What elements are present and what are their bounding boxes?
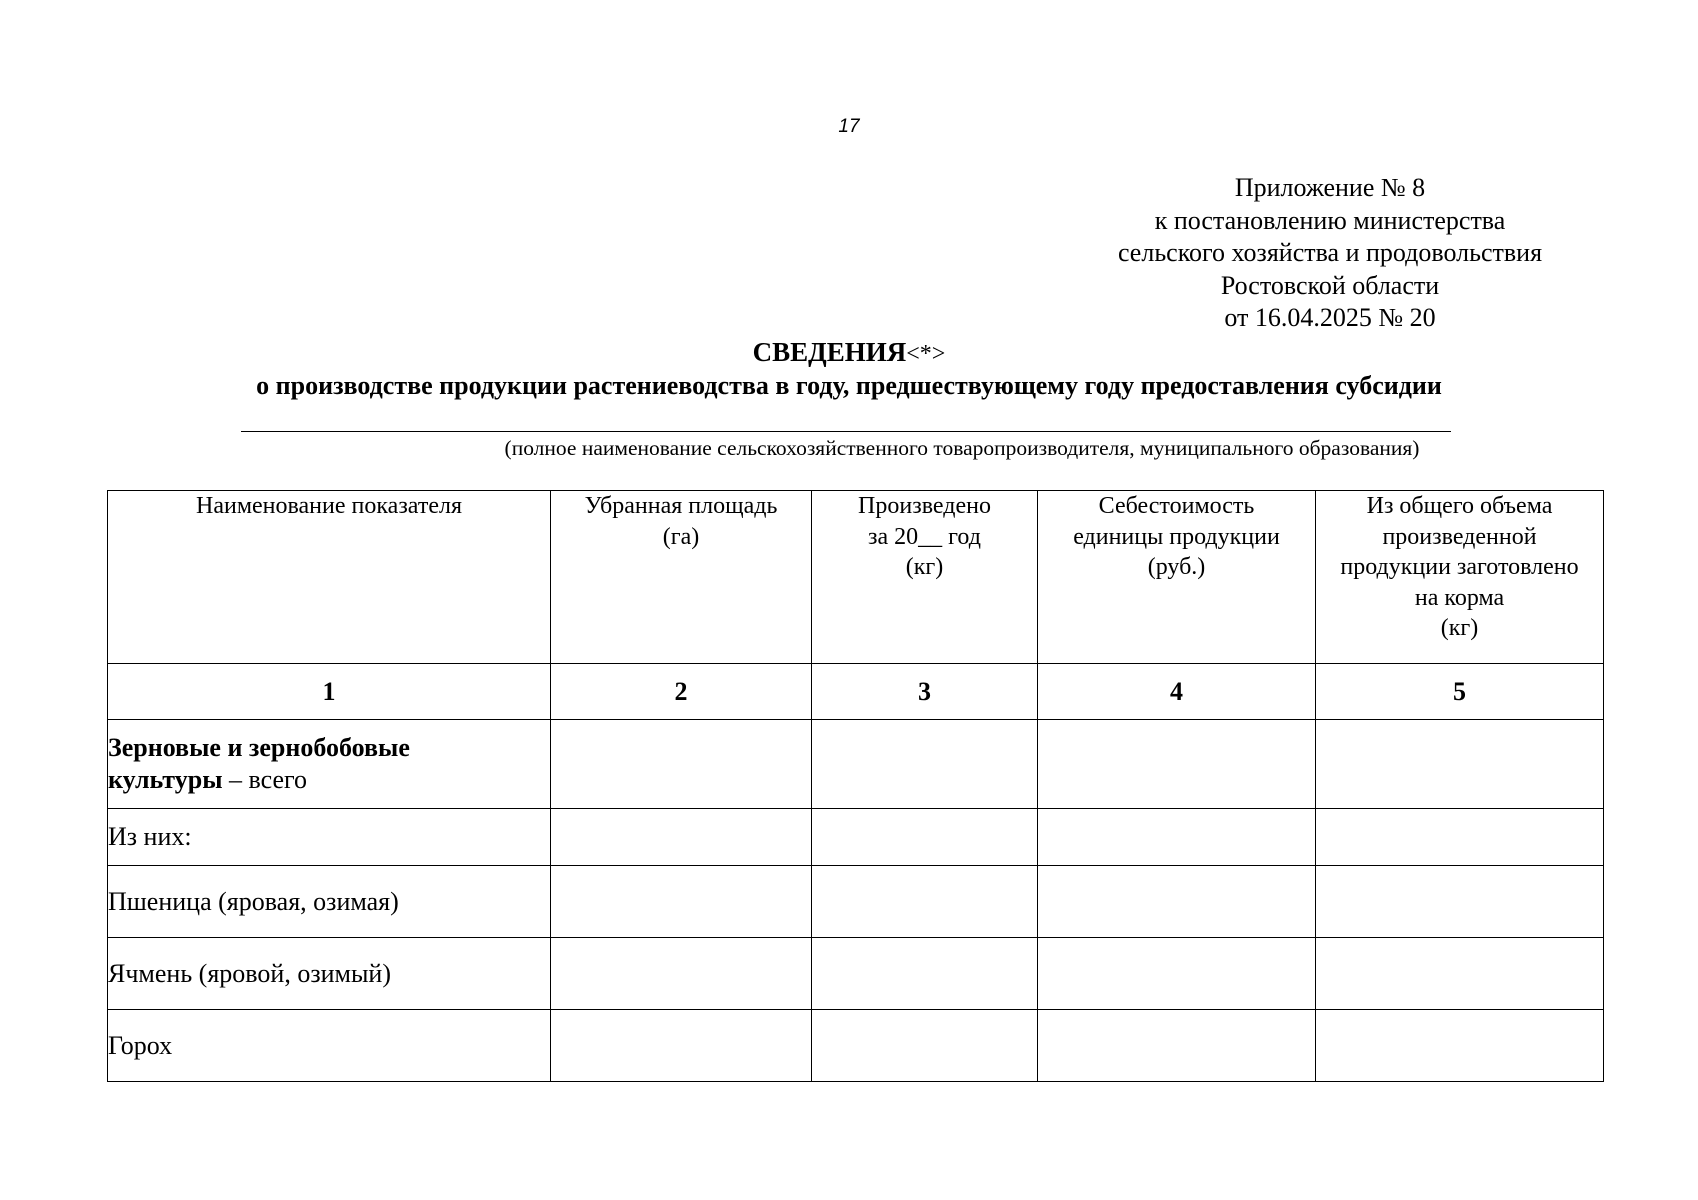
appendix-line-4: Ростовской области [1220, 270, 1440, 300]
title-main: СВЕДЕНИЯ [752, 337, 907, 367]
page-number: 17 [838, 116, 860, 137]
production-table [107, 490, 1604, 1082]
header-unit-cost [1038, 491, 1316, 664]
column-number: 4 [1038, 664, 1316, 720]
header-indicator-name [108, 491, 551, 664]
column-number: 2 [551, 664, 812, 720]
document-title [0, 336, 1698, 370]
table-cell[interactable] [551, 1010, 812, 1082]
document-subtitle: о производстве продукции растениеводства в году, предшествующему году предоставления субсидии [256, 371, 1442, 400]
header-text: произведенной [1382, 523, 1537, 550]
table-row [108, 866, 1604, 938]
table-cell[interactable] [1038, 1010, 1316, 1082]
table-row [108, 809, 1604, 866]
table-cell[interactable] [1316, 809, 1604, 866]
table-cell[interactable] [1038, 720, 1316, 809]
appendix-block [1060, 172, 1600, 335]
header-row [108, 491, 1604, 664]
header-text: за 20__ год [868, 523, 981, 550]
header-text: единицы продукции [1073, 523, 1280, 550]
table-cell[interactable] [551, 866, 812, 938]
row-label-barley: Ячмень (яровой, озимый) [108, 938, 551, 1010]
header-text: продукции заготовлено [1340, 554, 1579, 580]
header-unit: (га) [662, 523, 700, 550]
row-label-peas: Горох [108, 1010, 551, 1082]
column-number: 1 [108, 664, 551, 720]
header-text: Убранная площадь [584, 493, 778, 519]
row-label-of-which: Из них: [108, 809, 551, 866]
table-cell[interactable] [1038, 866, 1316, 938]
table-row [108, 1010, 1604, 1082]
appendix-line-1: Приложение № 8 [1234, 173, 1426, 202]
row-label-bold: культуры [108, 765, 223, 794]
table-cell[interactable] [812, 720, 1038, 809]
header-produced [812, 491, 1038, 664]
header-text: Наименование показателя [196, 493, 462, 519]
table-cell[interactable] [1038, 809, 1316, 866]
fill-in-caption: (полное наименование сельскохозяйственного товаропроизводителя, муниципального образования) [504, 436, 1420, 460]
table-cell[interactable] [1316, 866, 1604, 938]
appendix-line-2: к постановлению министерства [1154, 205, 1506, 235]
header-feed-share [1316, 491, 1604, 664]
table-cell[interactable] [1316, 938, 1604, 1010]
footnote-mark: <*> [906, 341, 946, 367]
column-number: 3 [812, 664, 1038, 720]
row-label-bold: Зерновые и зернобобовые [108, 733, 410, 762]
table-cell[interactable] [812, 1010, 1038, 1082]
table-cell[interactable] [812, 809, 1038, 866]
header-text: Себестоимость [1098, 493, 1255, 519]
table-cell[interactable] [812, 866, 1038, 938]
header-unit: (кг) [1440, 615, 1479, 641]
table-row [108, 720, 1604, 809]
row-label-wheat: Пшеница (яровая, озимая) [108, 866, 551, 938]
column-number: 5 [1316, 664, 1604, 720]
header-unit: (руб.) [1147, 554, 1206, 580]
row-label-grains-total [108, 720, 551, 809]
appendix-line-5: от 16.04.2025 № 20 [1224, 303, 1436, 332]
table-cell[interactable] [551, 720, 812, 809]
table-row [108, 938, 1604, 1010]
appendix-line-3: сельского хозяйства и продовольствия [1117, 238, 1543, 267]
table-cell[interactable] [551, 809, 812, 866]
header-text: Из общего объема [1366, 493, 1553, 519]
fill-in-line[interactable] [241, 431, 1451, 432]
table-cell[interactable] [1038, 938, 1316, 1010]
header-text: Произведено [858, 493, 991, 519]
table-cell[interactable] [812, 938, 1038, 1010]
header-text: на корма [1414, 584, 1505, 611]
header-harvested-area [551, 491, 812, 664]
row-label-suffix: – всего [222, 765, 308, 794]
table-cell[interactable] [551, 938, 812, 1010]
header-unit: (кг) [905, 554, 944, 580]
table-cell[interactable] [1316, 720, 1604, 809]
column-number-row [108, 664, 1604, 720]
table-cell[interactable] [1316, 1010, 1604, 1082]
